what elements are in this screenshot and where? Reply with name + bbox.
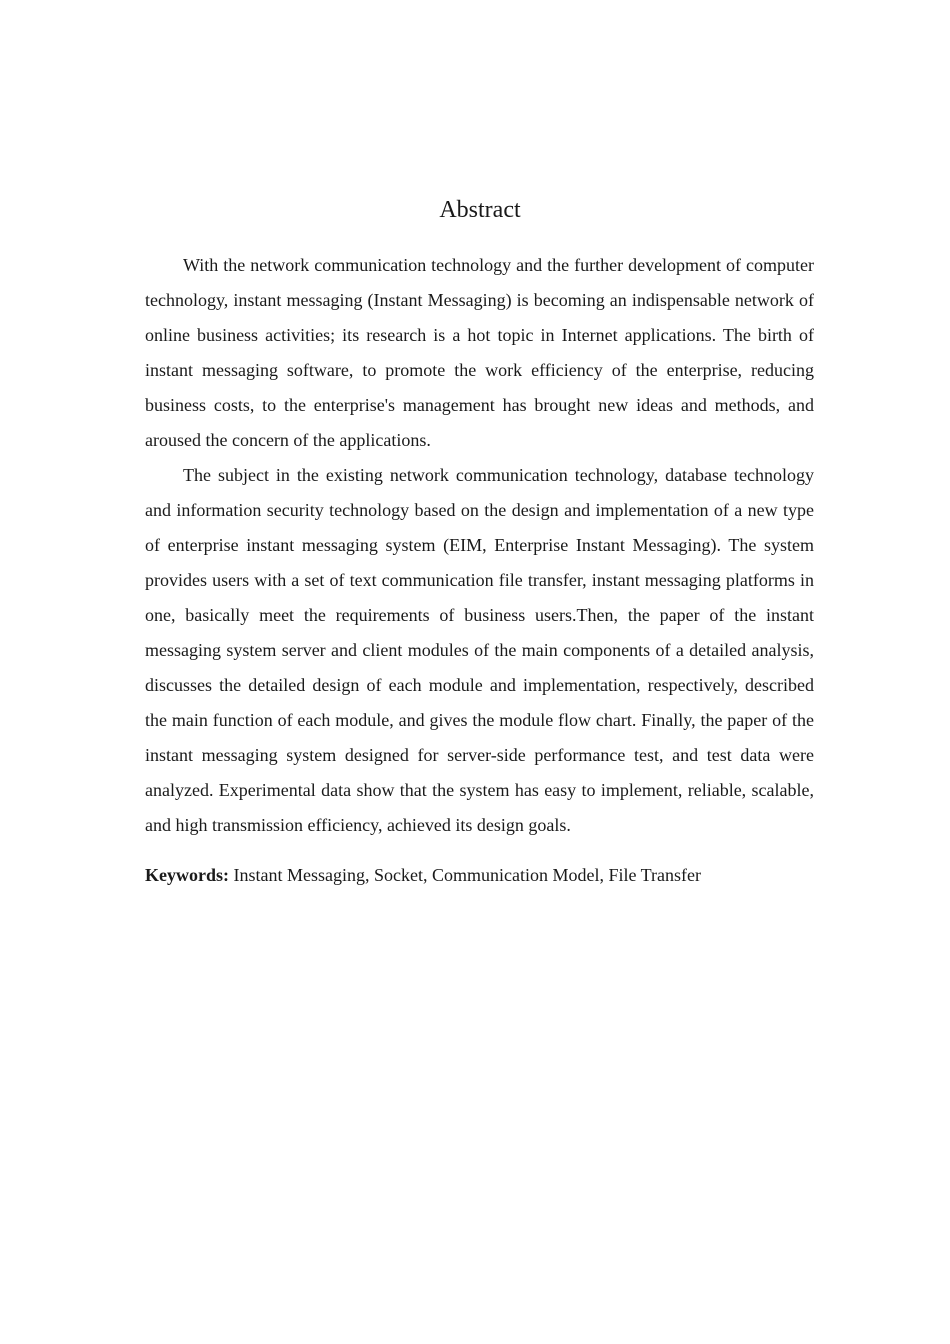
abstract-paragraph-2: The subject in the existing network communication technology, database technology and information security technology based on the design and implementation of a new type of enterprise instant messaging system (EIM, Enterprise Instant Messaging). The system provides users with a set of text communication file transfer, instant messaging platforms in one, basically meet the requirements of business users.Then, the paper of the instant messaging system server and client modules of the main components of a detailed analysis, discusses the detailed design of each module and implementation, respectively, described the main function of each module, and gives the module flow chart. Finally, the paper of the instant messaging system designed for server-side performance test, and test data were analyzed. Experimental data show that the system has easy to implement, reliable, scalable, and high transmission efficiency, achieved its design goals. [145, 465, 814, 835]
keywords-line [145, 861, 814, 889]
keywords-text: Instant Messaging, Socket, Communication Model, File Transfer [233, 865, 701, 885]
abstract-paragraph-1: With the network communication technology and the further development of computer technology, instant messaging (Instant Messaging) is becoming an indispensable network of online business activities; its research is a hot topic in Internet applications. The birth of instant messaging software, to promote the work efficiency of the enterprise, reducing business costs, to the enterprise's management has brought new ideas and methods, and aroused the concern of the applications. [145, 255, 814, 450]
abstract-section [145, 194, 814, 889]
keywords-label: Keywords: [145, 865, 229, 885]
abstract-title: Abstract [439, 197, 521, 223]
